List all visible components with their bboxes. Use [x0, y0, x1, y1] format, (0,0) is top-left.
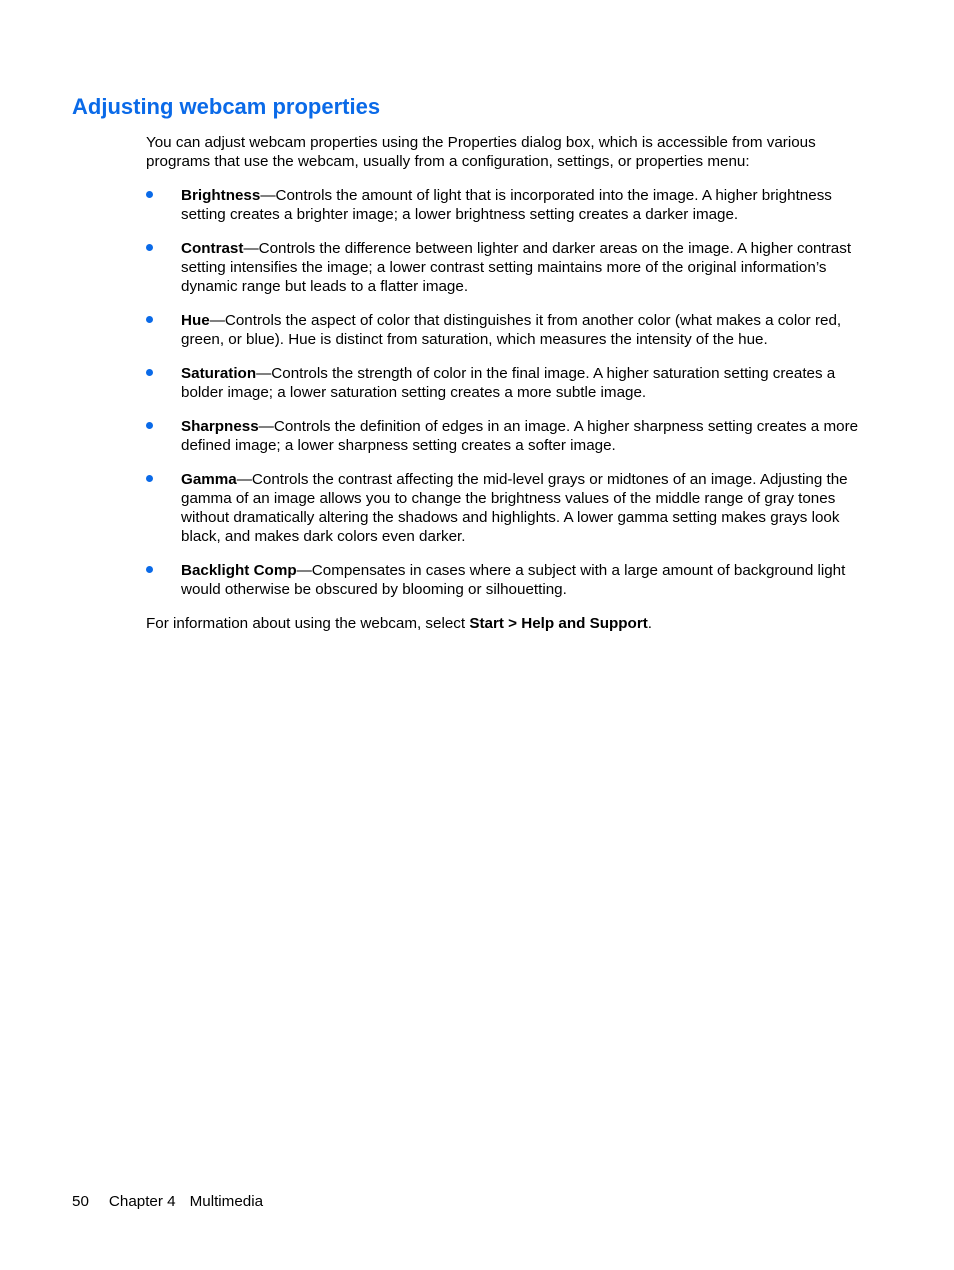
term-label: Brightness	[181, 186, 261, 204]
term-label: Hue	[181, 311, 210, 329]
term-label: Sharpness	[181, 417, 259, 435]
intro-paragraph: You can adjust webcam properties using the Properties dialog box, which is accessible from various programs that use the webcam, usually from a configuration, settings, or properties menu:	[146, 134, 816, 171]
list-item-sharpness	[146, 417, 876, 455]
term-description: —Controls the aspect of color that distinguishes it from another color (what makes a color red, green, or blue). Hue is distinct from saturation, which measures the intensity of the hue.	[181, 311, 842, 349]
term-label: Saturation	[181, 364, 257, 382]
term-description: —Controls the contrast affecting the mid-level grays or midtones of an image. Adjusting the gamma of an image allows you to change the brightness values of the middle range of gray tones without dramatically altering the shadows and highlights. A lower gamma setting makes grays look black, and makes dark colors even darker.	[181, 470, 848, 546]
term-description: —Compensates in cases where a subject with a large amount of background light would otherwise be obscured by blooming or silhouetting.	[181, 561, 846, 599]
document-body	[146, 133, 876, 633]
list-item-gamma	[146, 470, 876, 547]
list-item-brightness	[146, 186, 876, 224]
closing-paragraph	[146, 614, 876, 633]
list-item-hue	[146, 311, 876, 349]
footer-chapter: Chapter 4	[108, 1193, 176, 1210]
term-label: Gamma	[181, 470, 237, 488]
closing-suffix: .	[647, 614, 653, 632]
closing-menu-path: Start > Help and Support	[469, 614, 648, 632]
closing-prefix: For information about using the webcam, select	[146, 614, 470, 632]
bullet-icon	[146, 422, 153, 429]
bullet-icon	[146, 191, 153, 198]
page-footer	[72, 1192, 263, 1212]
term-description: —Controls the difference between lighter and darker areas on the image. A higher contrast setting intensifies the image; a lower contrast setting maintains more of the original information’s dynamic range but leads to a flatter image.	[181, 239, 852, 296]
bullet-icon	[146, 244, 153, 251]
properties-list	[146, 186, 876, 599]
list-item-contrast	[146, 239, 876, 297]
bullet-icon	[146, 316, 153, 323]
term-description: —Controls the strength of color in the final image. A higher saturation setting creates a bolder image; a lower saturation setting creates a more subtle image.	[181, 364, 836, 402]
list-item-backlight-comp	[146, 561, 876, 599]
page-heading: Adjusting webcam properties	[72, 94, 381, 119]
term-label: Backlight Comp	[181, 561, 297, 579]
bullet-icon	[146, 566, 153, 573]
term-description: —Controls the definition of edges in an image. A higher sharpness setting creates a more defined image; a lower sharpness setting creates a softer image.	[181, 417, 859, 454]
page-number: 50	[72, 1193, 89, 1210]
term-label: Contrast	[181, 239, 244, 257]
term-description: —Controls the amount of light that is incorporated into the image. A higher brightness setting creates a brighter image; a lower brightness setting creates a darker image.	[181, 186, 832, 224]
footer-section: Multimedia	[189, 1193, 264, 1210]
bullet-icon	[146, 475, 153, 482]
list-item-saturation	[146, 364, 876, 402]
bullet-icon	[146, 369, 153, 376]
